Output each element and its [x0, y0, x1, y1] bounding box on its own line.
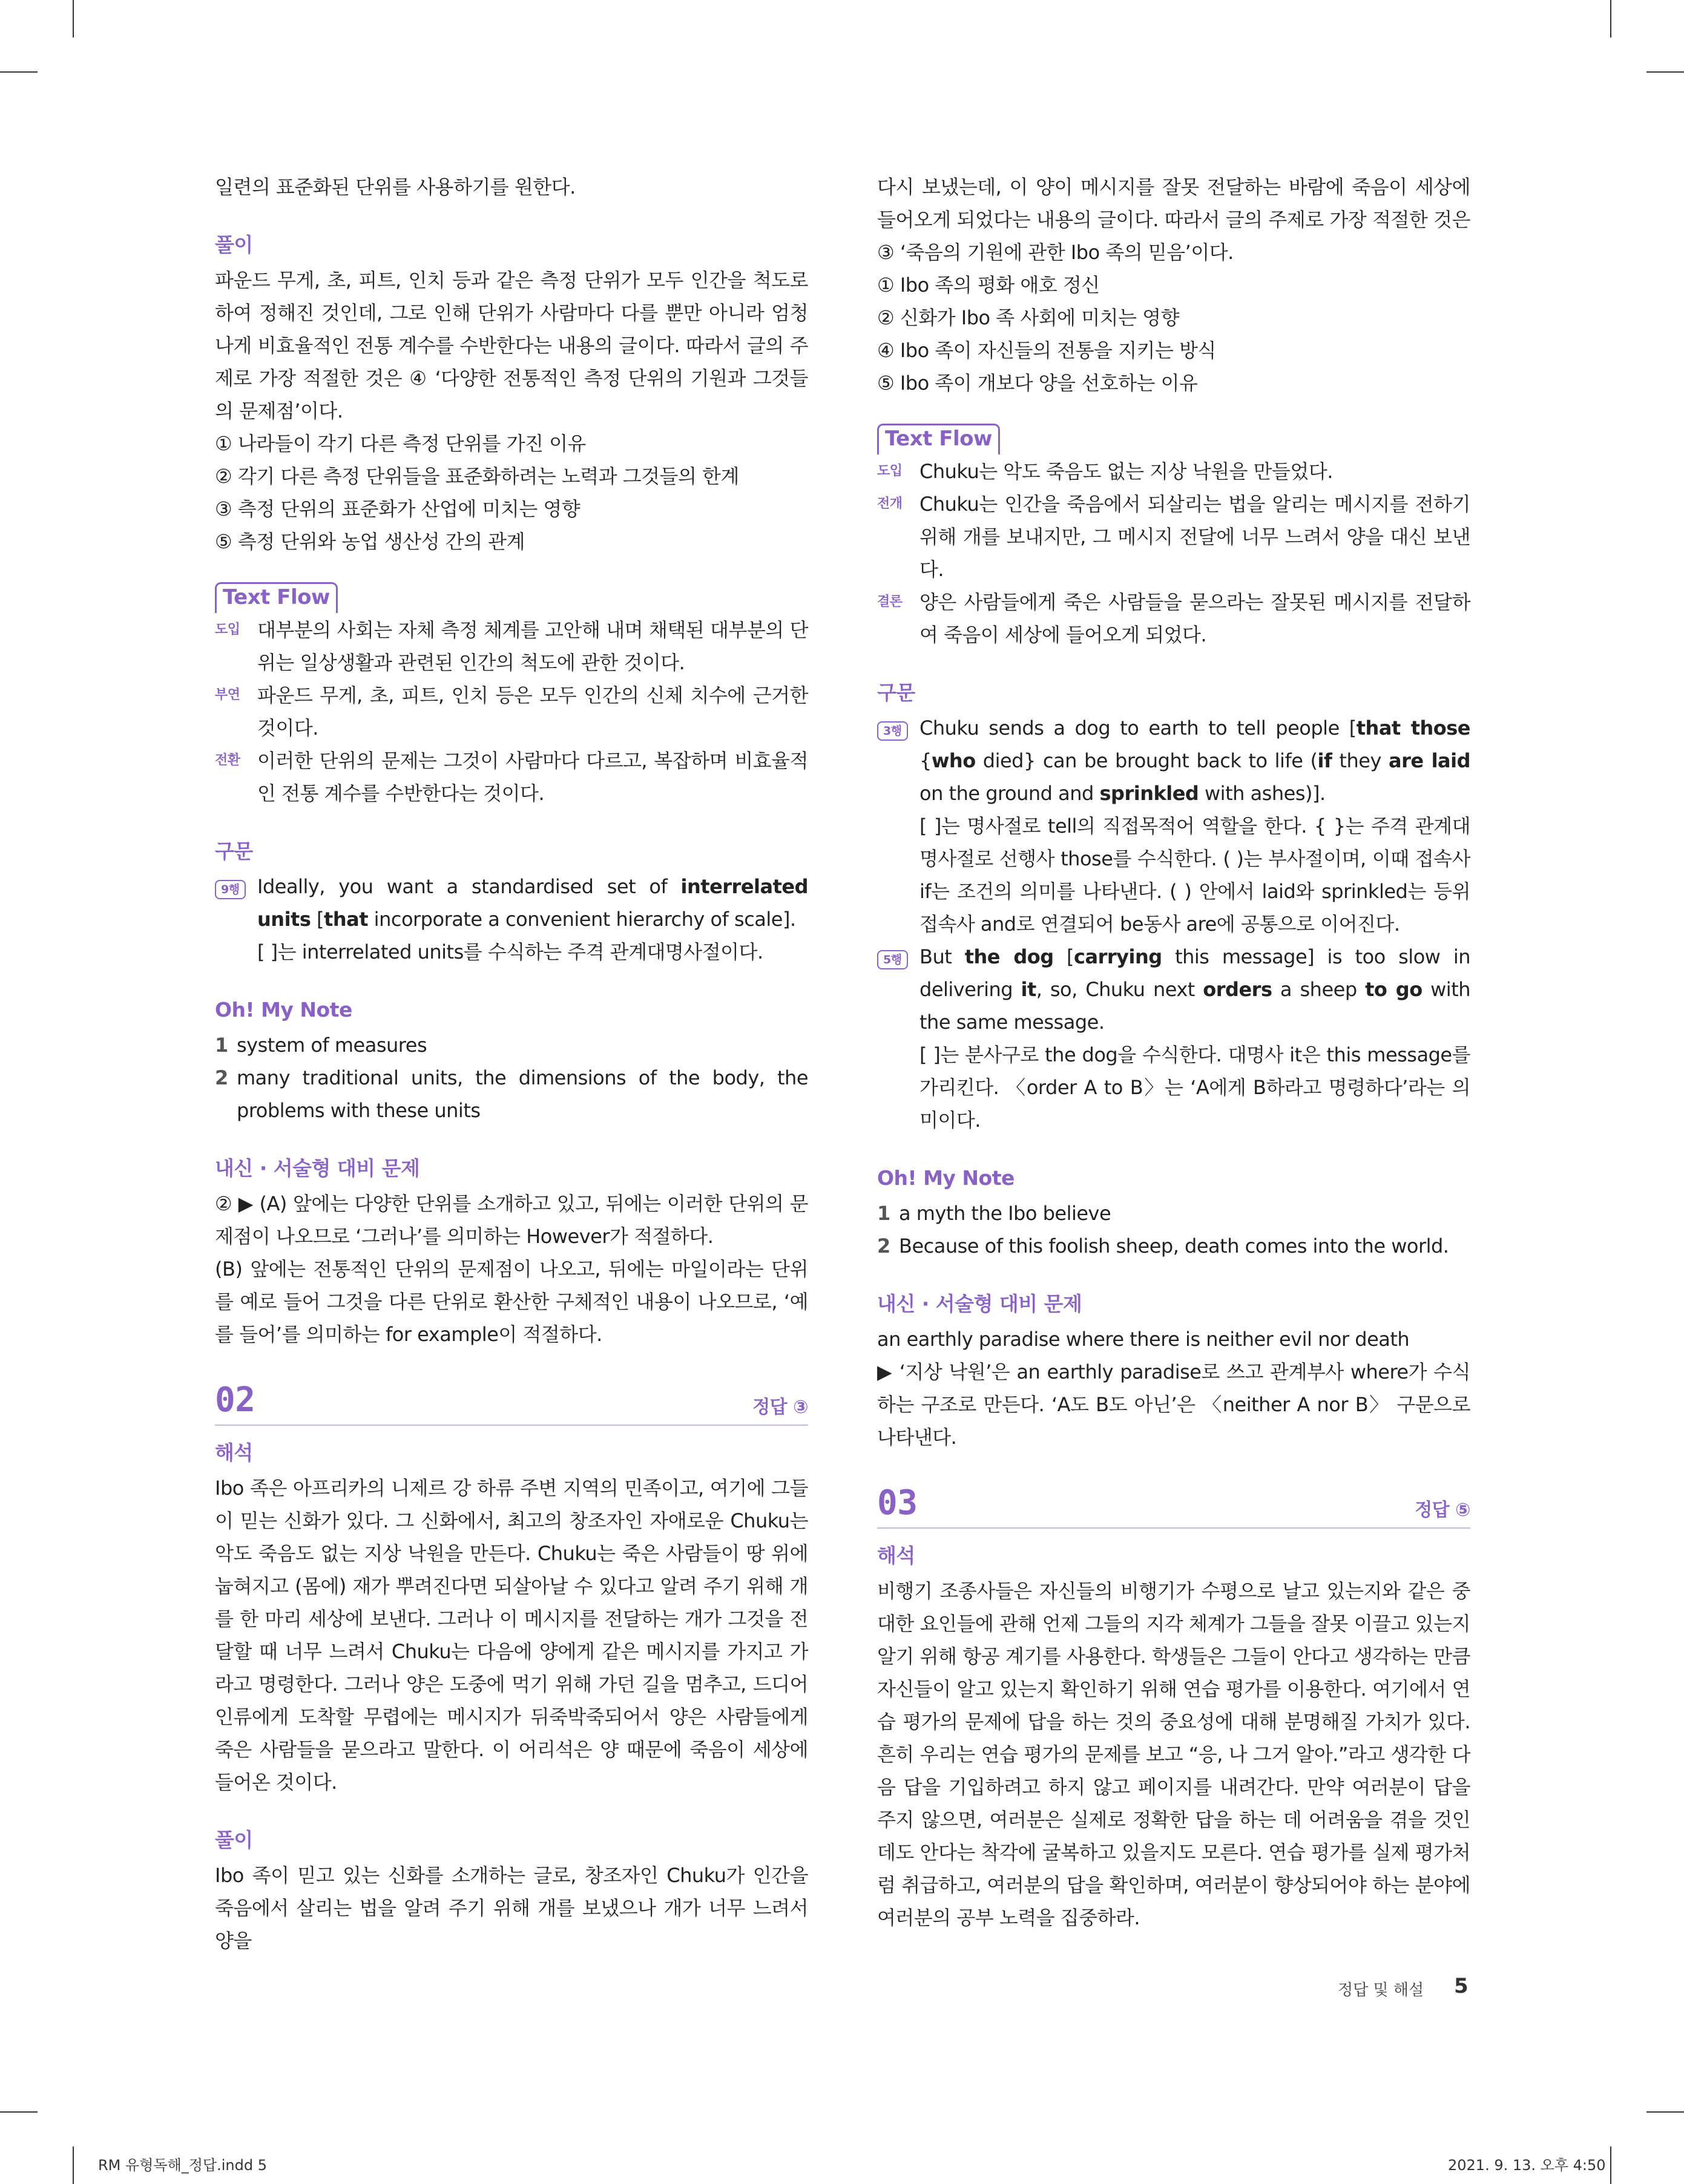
left-column — [215, 171, 808, 1957]
note-item — [877, 1230, 1470, 1262]
option-item: ② 각기 다른 측정 단위들을 표준화하려는 노력과 그것들의 한계 — [215, 465, 739, 488]
syntax-item — [877, 940, 1470, 1038]
right-column — [877, 171, 1470, 1934]
explanation-text: Ibo 족이 믿고 있는 신화를 소개하는 글로, 창조자인 Chuku가 인간을 죽음에서 살리는 법을 알려 주기 위해 개를 보냈으나 개가 너무 느려서 양을 — [215, 1864, 808, 1952]
option-item: ⑤ 측정 단위와 농업 생산성 간의 관계 — [215, 530, 525, 553]
exam-answer-b: (B) 앞에는 전통적인 단위의 문제점이 나오고, 뒤에는 마일이라는 단위를 예로 들어 그것을 다른 단위로 환산한 구체적인 내용이 나오므로, ‘예를 들어’를 의미하는 for example이 적절하다. — [215, 1258, 808, 1346]
option-item: ① Ibo 족의 평화 애호 정신 — [877, 274, 1100, 297]
text-flow-tag: 전개 — [877, 496, 903, 511]
continued-text: 다시 보냈는데, 이 양이 메시지를 잘못 전달하는 바람에 죽음이 세상에 들어오게 되었다는 내용의 글이다. 따라서 글의 주제로 가장 적절한 것은 ③ ‘죽음의 기원에 관한 Ibo 족의 믿음’이다. — [877, 175, 1470, 264]
intro-text: 일련의 표준화된 단위를 사용하기를 원한다. — [215, 175, 576, 198]
crop-mark — [1646, 71, 1684, 73]
text-flow-title: Text Flow — [877, 424, 1000, 451]
option-item: ① 나라들이 각기 다른 측정 단위를 가진 이유 — [215, 432, 586, 455]
note-item — [877, 1197, 1470, 1230]
text-flow-tag: 전환 — [215, 753, 240, 768]
crop-mark — [73, 0, 74, 38]
syntax-sentence: Chuku sends a dog to earth to tell people [that those {who died} can be brought back to life (if they are laid on the ground and sprinkled with ashes)]. — [919, 717, 1471, 805]
text-flow-text: 파운드 무게, 초, 피트, 인치 등은 모두 인간의 신체 치수에 근거한 것이다. — [257, 684, 808, 739]
syntax-note: [ ]는 명사절로 tell의 직접목적어 역할을 한다. { }는 주격 관계대명사절로 선행사 those를 수식한다. ( )는 부사절이며, 이때 접속사 if는 조건의 의미를 나타낸다. ( ) 안에서 laid와 sprinkled는 등위접속사 and로 연결되어 be동사 are에 공통으로 이어진다. — [919, 815, 1470, 936]
line-number-tag: 5행 — [877, 950, 908, 969]
option-item: ③ 측정 단위의 표준화가 산업에 미치는 영향 — [215, 497, 581, 520]
page-number: 5 — [1454, 1974, 1469, 1998]
note-text: many traditional units, the dimensions of the body, the problems with these units — [237, 1066, 808, 1122]
translation-heading: 해석 — [877, 1544, 915, 1567]
section-number: 03 — [877, 1483, 918, 1523]
note-number: 1 — [877, 1202, 890, 1225]
translation-text: Ibo 족은 아프리카의 니제르 강 하류 주변 지역의 민족이고, 여기에 그들이 믿는 신화가 있다. 그 신화에서, 최고의 창조자인 자애로운 Chuku는 악도 죽음도 없는 지상 낙원을 만든다. Chuku는 죽은 사람들이 땅 위에 눕혀지고 (몸에) 재가 뿌려진다면 되살아날 수 있다고 알려 주기 위해 개를 한 마리 세상에 보낸다. 그러나 이 메시지를 전달하는 개가 그것을 전달할 때 너무 느려서 Chuku는 다음에 양에게 같은 메시지를 가지고 가라고 명령한다. 그러나 양은 도중에 먹기 위해 가던 길을 멈추고, 드디어 인류에게 도착할 무렵에는 메시지가 뒤죽박죽되어서 양은 사람들에게 죽은 사람들을 묻으라고 말한다. 이 어리석은 양 때문에 죽음이 세상에 들어온 것이다. — [215, 1477, 808, 1794]
option-item: ⑤ Ibo 족이 개보다 양을 선호하는 이유 — [877, 372, 1198, 395]
explanation-heading: 풀이 — [215, 1828, 253, 1852]
text-flow-item — [877, 488, 1470, 586]
text-flow-tag: 도입 — [215, 622, 240, 637]
my-note-heading: Oh! My Note — [877, 1166, 1015, 1190]
crop-mark — [73, 2146, 74, 2184]
syntax-note: [ ]는 분사구로 the dog을 수식한다. 대명사 it은 this message를 가리킨다. 〈order A to B〉는 ‘A에게 B하라고 명령하다’라는 의미이다. — [919, 1043, 1470, 1132]
text-flow-text: Chuku는 악도 죽음도 없는 지상 낙원을 만들었다. — [919, 460, 1333, 483]
note-number: 2 — [877, 1235, 890, 1258]
syntax-item — [215, 870, 808, 936]
syntax-sentence: But the dog [carrying this message] is too slow in delivering it, so, Chuku next orders a sheep to go with the same message. — [919, 945, 1471, 1034]
text-flow-text: 이러한 단위의 문제는 그것이 사람마다 다르고, 복잡하며 비효율적인 전통 계수를 수반한다는 것이다. — [257, 749, 808, 805]
option-item: ② 신화가 Ibo 족 사회에 미치는 영향 — [877, 306, 1179, 329]
crop-mark — [1610, 0, 1611, 38]
translation-heading: 해석 — [215, 1441, 253, 1464]
text-flow-item — [215, 744, 808, 810]
syntax-sentence: Ideally, you want a standardised set of interrelated units [that incorporate a convenient hierarchy of scale]. — [257, 875, 808, 931]
section-header — [215, 1381, 808, 1426]
line-number-tag: 3행 — [877, 721, 908, 741]
text-flow-item — [215, 679, 808, 744]
crop-mark — [1646, 2111, 1684, 2113]
line-number-tag: 9행 — [215, 880, 246, 899]
print-slug-date: 2021. 9. 13. 오후 4:50 — [1448, 2157, 1606, 2174]
note-text: Because of this foolish sheep, death comes into the world. — [899, 1235, 1449, 1258]
my-note-heading: Oh! My Note — [215, 998, 352, 1021]
crop-mark — [1610, 2146, 1611, 2184]
syntax-heading: 구문 — [877, 681, 915, 704]
syntax-note: [ ]는 interrelated units를 수식하는 주격 관계대명사절이다. — [257, 940, 763, 963]
text-flow-text: 양은 사람들에게 죽은 사람들을 묻으라는 잘못된 메시지를 전달하여 죽음이 세상에 들어오게 되었다. — [919, 591, 1470, 646]
answer-label: 정답 ⑤ — [1415, 1500, 1470, 1521]
crop-mark — [0, 71, 38, 73]
note-item — [215, 1061, 808, 1127]
section-number: 02 — [215, 1380, 255, 1420]
option-item: ④ Ibo 족이 자신들의 전통을 지키는 방식 — [877, 339, 1216, 362]
text-flow-tag: 결론 — [877, 594, 903, 609]
explanation-heading: 풀이 — [215, 233, 253, 257]
answer-label: 정답 ③ — [752, 1397, 808, 1418]
text-flow-text: Chuku는 인간을 죽음에서 되살리는 법을 알리는 메시지를 전하기 위해 개를 보내지만, 그 메시지 전달에 너무 느려서 양을 대신 보낸다. — [919, 493, 1470, 581]
exam-heading: 내신 · 서술형 대비 문제 — [877, 1292, 1082, 1316]
section-header — [877, 1484, 1470, 1529]
exam-answer-b: ▶ ‘지상 낙원’은 an earthly paradise로 쓰고 관계부사 where가 수식하는 구조로 만든다. ‘A도 B도 아닌’은 〈neither A nor B〉 구문으로 나타낸다. — [877, 1360, 1470, 1449]
note-text: a myth the Ibo believe — [899, 1202, 1111, 1225]
print-slug-file: RM 유형독해_정답.indd 5 — [98, 2157, 267, 2174]
note-number: 2 — [215, 1066, 228, 1089]
translation-text: 비행기 조종사들은 자신들의 비행기가 수평으로 날고 있는지와 같은 중대한 요인들에 관해 언제 그들의 지각 체계가 그들을 잘못 이끌고 있는지 알기 위해 항공 계기를 사용한다. 학생들은 그들이 안다고 생각하는 만큼 자신들이 알고 있는지 확인하기 위해 연습 평가를 이용한다. 여기에서 연습 평가의 문제에 답을 하는 것의 중요성에 대해 분명해질 가치가 있다. 흔히 우리는 연습 평가의 문제를 보고 “응, 나 그거 알아.”라고 생각한 다음 답을 기입하려고 하지 않고 페이지를 내려간다. 만약 여러분이 답을 주지 않으면, 여러분은 실제로 정확한 답을 하는 데 어려움을 겪을 것인데도 안다는 착각에 굴복하고 있을지도 모른다. 연습 평가를 실제 평가처럼 취급하고, 여러분의 답을 확인하며, 여러분이 향상되어야 하는 분야에 여러분의 공부 노력을 집중하라. — [877, 1579, 1470, 1929]
text-flow-tag: 도입 — [877, 464, 903, 479]
text-flow-item — [877, 455, 1470, 488]
text-flow-title: Text Flow — [215, 582, 338, 609]
text-flow-item — [215, 614, 808, 679]
exam-answer-a: ② ▶ (A) 앞에는 다양한 단위를 소개하고 있고, 뒤에는 이러한 단위의 문제점이 나오므로 ‘그러나’를 의미하는 However가 적절하다. — [215, 1192, 808, 1248]
note-number: 1 — [215, 1034, 228, 1057]
text-flow-item — [877, 586, 1470, 651]
crop-mark — [0, 2111, 38, 2113]
note-text: system of measures — [237, 1034, 427, 1057]
text-flow-tag: 부연 — [215, 687, 240, 703]
syntax-heading: 구문 — [215, 839, 253, 863]
footer-label: 정답 및 해설 — [1338, 1981, 1424, 1999]
syntax-item — [877, 712, 1470, 810]
exam-answer-a: an earthly paradise where there is neither evil nor death — [877, 1328, 1410, 1351]
exam-heading: 내신 · 서술형 대비 문제 — [215, 1156, 420, 1180]
text-flow-text: 대부분의 사회는 자체 측정 체계를 고안해 내며 채택된 대부분의 단위는 일상생활과 관련된 인간의 척도에 관한 것이다. — [257, 618, 808, 674]
note-item — [215, 1029, 808, 1061]
explanation-text: 파운드 무게, 초, 피트, 인치 등과 같은 측정 단위가 모두 인간을 척도로 하여 정해진 것인데, 그로 인해 단위가 사람마다 다를 뿐만 아니라 엄청나게 비효율적인 전통 계수를 수반한다는 내용의 글이다. 따라서 글의 주제로 가장 적절한 것은 ④ ‘다양한 전통적인 측정 단위의 기원과 그것들의 문제점’이다. — [215, 269, 808, 422]
